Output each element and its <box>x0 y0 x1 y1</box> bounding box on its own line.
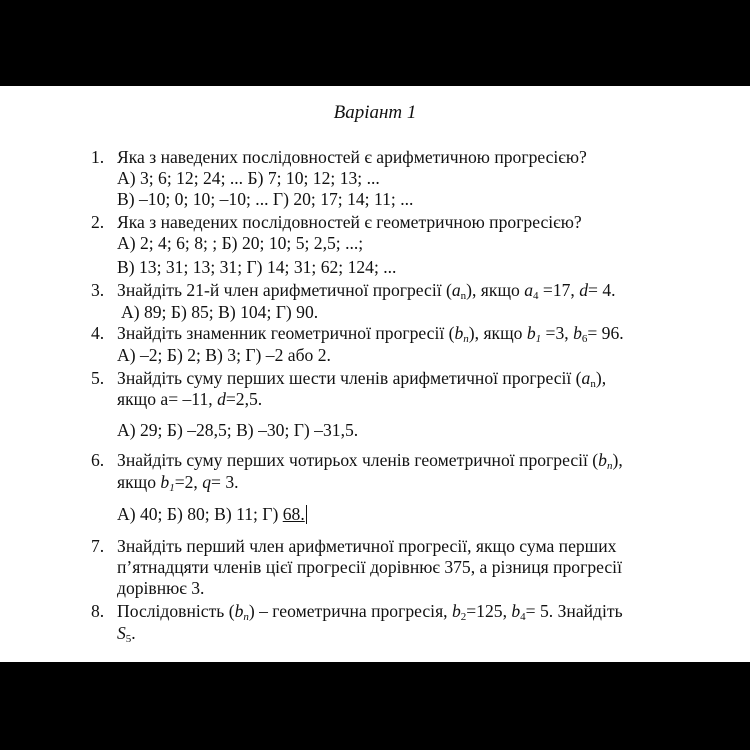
question-text: Знайдіть 21-й член арифметичної прогресії $(a_n)$, якщо $a_4 =17$, d= 4. <box>117 280 616 302</box>
question-number: 4. <box>91 323 105 343</box>
question-text: Знайдіть суму перших шести членів арифметичної прогресії $(a_n)$, <box>117 368 607 390</box>
question-number: 3. <box>91 280 105 300</box>
question-text-continued: дорівнює 3. <box>117 578 205 598</box>
answer-options: А) 89; Б) 85; В) 104; Г) 90. <box>121 302 319 322</box>
question-number: 8. <box>91 601 105 621</box>
question-text: Яка з наведених послідовностей є геометричною прогресією? <box>117 212 582 232</box>
page-title: Варіант 1 <box>333 102 417 123</box>
question-text: Знайдіть перший член арифметичної прогресії, якщо сума перших <box>117 536 617 556</box>
answer-options: А) –2; Б) 2; В) 3; Г) –2 або 2. <box>117 345 331 365</box>
answer-options: А) 2; 4; 6; 8; ; Б) 20; 10; 5; 2,5; ...; <box>117 233 364 253</box>
question-text-continued: $S_5$. <box>117 623 136 645</box>
question-number: 2. <box>91 212 105 232</box>
answer-options: А) 29; Б) –28,5; В) –30; Г) –31,5. <box>117 420 359 440</box>
question-text: Знайдіть знаменник геометричної прогресії $(b_n)$, якщо $b_1 =3$, $b_6= 96$. <box>117 323 624 345</box>
question-text-continued: якщо $b_1=2$, q= 3. <box>117 472 239 494</box>
text-cursor <box>306 505 308 524</box>
answer-options: А) 3; 6; 12; 24; ... Б) 7; 10; 12; 13; ... <box>117 168 380 188</box>
question-number: 7. <box>91 536 105 556</box>
question-text: Яка з наведених послідовностей є арифметичною прогресією? <box>117 147 587 167</box>
question-text-continued: п’ятнадцяти членів цієї прогресії дорівнює 375, а різниця прогресії <box>117 557 622 577</box>
question-text-continued: якщо a= –11, d=2,5. <box>117 389 263 409</box>
document-page <box>0 86 750 662</box>
question-text: Знайдіть суму перших чотирьох членів геометричної прогресії $(b_n)$, <box>117 450 623 472</box>
question-number: 5. <box>91 368 105 388</box>
answer-options: В) 13; 31; 13; 31; Г) 14; 31; 62; 124; ... <box>117 257 397 277</box>
answer-options: В) –10; 0; 10; –10; ... Г) 20; 17; 14; 11; ... <box>117 189 414 209</box>
question-text: Послідовність $(b_n)$ – геометрична прогресія, $b_2=125$, $b_4= 5$. Знайдіть <box>117 601 623 623</box>
answer-options: А) 40; Б) 80; В) 11; Г) 68. <box>117 504 307 524</box>
question-number: 6. <box>91 450 105 470</box>
question-number: 1. <box>91 147 105 167</box>
